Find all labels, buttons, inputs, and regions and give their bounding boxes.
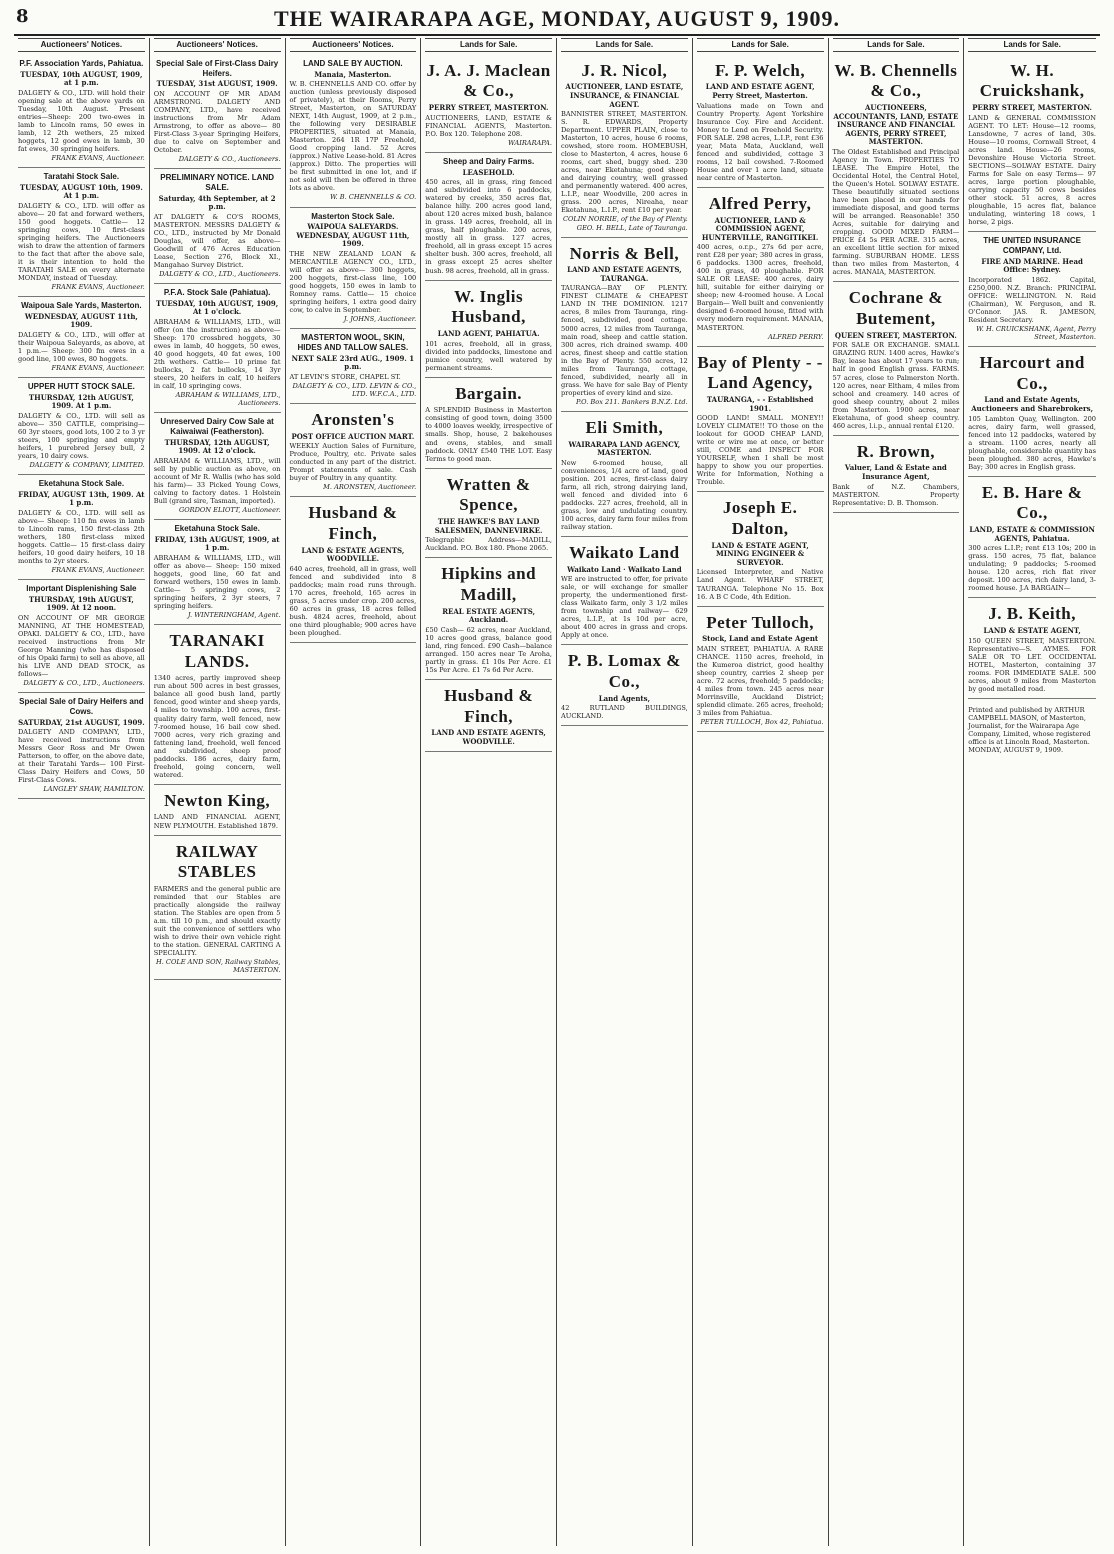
advertisement xyxy=(833,55,960,283)
ad-subheading: LAND AND ESTATE AGENT, Perry Street, Masterton. xyxy=(705,82,815,101)
advertisement xyxy=(18,55,145,168)
column-5 xyxy=(557,38,693,1546)
ad-body: Valuations made on Town and Country Property. Agent Yorkshire Insurance Coy. Fire and Accident. Money to Lend on Freehold Security. FOR SALE. 298 acres, L.I.P., rent £36 year, Mata Mata, Auckland, well fenced and subdivided, cottage 3 rooms, 12 bail cowshed. 7-Roomed House and over 1 acre land, situate near centre of Masterton. xyxy=(696,101,824,182)
ad-signature: H. COLE AND SON, Railway Stables, MASTERTON. xyxy=(155,958,281,975)
ad-subheading: FRIDAY, 13th AUGUST, 1909, at 1 p.m. xyxy=(154,534,280,553)
ad-body: WEEKLY Auction Sales of Furniture, Produce, Poultry, etc. Private sales conducted in any part of the district. Prompt statements of sale. Cash buyer of Poultry in any quantity. xyxy=(289,442,417,483)
ad-body: AUCTIONEERS, LAND, ESTATE & FINANCIAL AGENTS, Masterton. P.O. Box 120. Telephone 208. xyxy=(425,113,552,138)
advertisement xyxy=(697,492,824,606)
ad-signature: DALGETY & CO., LTD. LEVIN & CO., LTD. W.F.C.A., LTD. xyxy=(292,381,417,398)
advertisement xyxy=(833,282,960,435)
ad-heading: Eli Smith, xyxy=(585,417,664,437)
ad-signature: LANGLEY SHAW, HAMILTON. xyxy=(43,785,145,794)
ad-body: 640 acres, freehold, all in grass, well fenced and subdivided into 8 paddocks; main road runs through. 170 acres, freehold, 165 acres in grass, 5 acres under crop. 200 acres, 60 acres in grass, 18 acres felled bush. 4824 acres, freehold, about one third ploughable; 900 acres have been ploughed. xyxy=(289,564,417,638)
ad-subheading: WAIRARAPA LAND AGENCY, MASTERTON. xyxy=(568,439,681,458)
ad-subheading: Stock, Land and Estate Agent xyxy=(702,634,819,644)
advertisement xyxy=(18,378,145,475)
ad-subheading: LEASEHOLD. xyxy=(462,167,515,177)
column-header: Lands for Sale. xyxy=(833,38,960,52)
ad-heading: Joseph E. Dalton, xyxy=(722,498,798,539)
advertisement xyxy=(561,55,688,238)
column-header: Auctioneers' Notices. xyxy=(290,38,417,52)
advertisement xyxy=(18,580,145,693)
ad-body: 105 Lambton Quay, Wellington. 200 acres, dairy farm, well grassed, fenced into 12 paddocks, watered by a stream. 1100 acres, nearly all ploughable, considerable quantity has been ploughed. 380 acres, Hawke's Bay; 300 acres in English grass. xyxy=(968,414,1096,471)
ad-heading: J. A. J. Maclean & Co., xyxy=(426,60,551,101)
ad-body: ABRAHAM & WILLIAMS, LTD., will sell by public auction as above, on account of Mr R. Wallis (who has sold his farm)— 33 Picked Young Cows, calving to factory dates. 1 Holstein Bull (grand sire, Tasman, imported). xyxy=(153,456,281,505)
advertisement xyxy=(561,645,688,726)
advertisement xyxy=(154,55,281,169)
column-header: Lands for Sale. xyxy=(697,38,824,52)
advertisement xyxy=(968,232,1096,347)
ad-subheading: FIRE AND MARINE. Head Office: Sydney. xyxy=(981,256,1083,275)
ad-signature: ABRAHAM & WILLIAMS, LTD., Auctioneers. xyxy=(175,390,281,407)
ad-signature: P.O. Box 211. Bankers B.N.Z. Ltd. xyxy=(575,397,688,406)
ad-signature: PETER TULLOCH, Box 42, Pahiatua. xyxy=(700,718,824,727)
ad-subheading: LAND AND ESTATE AGENTS, WOODVILLE. xyxy=(431,728,546,746)
ad-body: THE NEW ZEALAND LOAN & MERCANTILE AGENCY CO., LTD., will offer as above— 300 hoggets, 200 hoggets, first-class line, 100 good hoggets, 150 ewes in lamb to Romney rams. Cattle— 15 choice springing heifers, 1 extra good dairy cow, to calve in September. xyxy=(289,249,417,315)
advertisement xyxy=(154,836,281,981)
advertisement xyxy=(968,347,1096,477)
advertisement xyxy=(154,284,281,413)
ad-heading: PRELIMINARY NOTICE. LAND SALE. xyxy=(160,173,275,192)
ad-body: DALGETY & CO., LTD. will hold their opening sale at the above yards on Tuesday, 10th August. Present entries—Sheep: 200 two-ewes in lamb to Lincoln rams, 50 ewes in lamb, 12 2th wethers, 25 mixed hoggets, 12 good ewes in lamb, 30 fat ewes, 30 springing heifers. xyxy=(18,88,145,153)
ad-subheading: AUCTIONEER, LAND & COMMISSION AGENT, HUNTERVILLE, RANGITIKEI. xyxy=(701,215,819,242)
advertisement xyxy=(425,281,552,378)
advertisement xyxy=(154,520,281,625)
ad-body: BANNISTER STREET, MASTERTON. S. R. EDWARDS, Property Department. UPPER PLAIN, close to Masterton, 10 acres, house 6 rooms, cowshed, store room. HOMEBUSH, close to Masterton, 4 acres, house 6 rooms, cart shed, buggy shed. 230 acres, near Eketahuna; good sheep and dairying country, well grassed and permanently watered. 400 acres, L.I.P., near Woodville, 200 acres in grass. 200 acres, Nireaha, near Eketahuna, L.I.P., rent £10 per year. xyxy=(561,110,688,215)
ad-heading: J. B. Keith, xyxy=(988,604,1076,624)
advertisement xyxy=(425,558,552,680)
column-1 xyxy=(14,38,150,1546)
ad-body: DALGETY & CO., LTD. will sell as above— Sheep: 110 fm ewes in lamb to Lincoln rams, 150 first-class 2th wethers, 180 first-class mixed hoggets. Cattle— 15 first-class dairy heifers, 10 good dairy heifers, 10 18 months to 2yr steers. xyxy=(18,508,145,565)
advertisement xyxy=(18,168,145,297)
ad-heading: E. B. Hare & Co., xyxy=(981,482,1083,523)
imprint: Printed and published by ARTHUR CAMPBELL MASON, of Masterton, Journalist, for the Wairarapa Age Company, Limited, whose registered office is at Lincoln Road, Masterton. MONDAY, AUGUST 9, 1909. xyxy=(968,705,1091,754)
ad-heading: W. Inglis Husband, xyxy=(451,286,526,327)
ad-heading: MASTERTON WOOL, SKIN, HIDES AND TALLOW SALES. xyxy=(297,333,409,352)
column-header: Auctioneers' Notices. xyxy=(154,38,281,52)
ad-signature: WAIRARAPA. xyxy=(508,138,552,147)
advertisement xyxy=(290,55,417,208)
ad-body: DALGETY & CO., LTD. will sell as above— 350 CATTLE, comprising— 60 3yr steers, good lots, 100 2 to 3 yr steers, 100 springing and empty heifers, 1 purebred Jersey bull, 2 years, 10 dairy cows. xyxy=(18,411,145,460)
ad-subheading: THE HAWKE'S BAY LAND SALESMEN, DANNEVIRKE. xyxy=(434,517,543,535)
ad-subheading: SATURDAY, 21st AUGUST, 1909. xyxy=(18,717,145,727)
ad-subheading: LAND & ESTATE AGENT, xyxy=(983,626,1081,636)
ad-subheading: PERRY STREET, MASTERTON. xyxy=(972,103,1092,113)
ad-subheading: THURSDAY, 12th AUGUST, 1909. At 1 p.m. xyxy=(28,392,134,411)
ad-heading: Special Sale of Dairy Heifers and Cows. xyxy=(19,697,144,716)
ad-subheading: TUESDAY, 31st AUGUST, 1909. xyxy=(156,79,278,89)
column-header: Lands for Sale. xyxy=(561,38,688,52)
ad-heading: Waipoua Sale Yards, Masterton. xyxy=(21,301,142,310)
ad-heading: RAILWAY STABLES xyxy=(175,841,259,882)
advertisement xyxy=(968,598,1096,698)
ad-body: A SPLENDID Business in Masterton consisting of good town, doing 3500 to 4000 loaves weekly, irrespective of smalls. Shop, house, 2 bakehouses and ovens, stables, and small paddock. ONLY £540 THE LOT. Easy Terms to good man. xyxy=(425,406,552,463)
ad-heading: Sheep and Dairy Farms. xyxy=(443,156,535,166)
ad-heading: Wratten & Spence, xyxy=(446,474,531,515)
ad-body: The Oldest Established and Principal Agency in Town. PROPERTIES TO LEASE. The Empire Hotel, the Occidental Hotel, the Central Hotel, the Queen's Hotel. SOLWAY ESTATE. These beautifully situated sections have been placed in our hands for immediate disposal, and good terms will be arranged. Reasonable! 350 Acres, suitable for dairying and cropping. GOOD MIXED FARM—PRICE £4 5s PER ACRE. 315 acres, an excellent little section for mixed farming. SUBURBAN HOME. LESS than two miles from Masterton, 4 acres. MANAIA, MASTERTON. xyxy=(832,147,960,277)
ad-body: New 6-roomed house, all conveniences, 1/4 acre of land, good position. 201 acres, first-class dairy farm, all rich, strong dairying land, well fenced and divided into 6 paddocks. 227 acres, freehold, all in grass, low and undulating country. 100 acres, dairy farm four miles from railway station. xyxy=(561,458,688,531)
ad-signature: DALGETY & COMPANY, LIMITED. xyxy=(29,460,145,469)
ad-heading: Husband & Finch, xyxy=(444,685,534,726)
ad-subheading: FRIDAY, AUGUST 13th, 1909. At 1 p.m. xyxy=(18,489,145,508)
advertisement xyxy=(697,188,824,347)
masthead-title: THE WAIRARAPA AGE, MONDAY, AUGUST 9, 1909. xyxy=(273,6,841,31)
ad-body: FOR SALE OR EXCHANGE. SMALL GRAZING RUN. 1400 acres, Hawke's Bay, lease has about 17 years to run; half in good English grass. FARMS. 57 acres, close to Palmerston North. 120 acres, near Eltham, 4 miles from school and creamery. 140 acres of good sheep country, about 2 miles from Masterton. 1900 acres, near Eketahuna, of good sheep country. 460 acres, l.i.p., annual rental £120. xyxy=(832,341,960,430)
column-header: Lands for Sale. xyxy=(425,38,552,52)
ad-signature: M. ARONSTEN, Auctioneer. xyxy=(323,483,417,492)
ad-heading: P.F.A. Stock Sale (Pahiatua). xyxy=(163,287,271,297)
ad-subheading: Land and Estate Agents, Auctioneers and Sharebrokers, xyxy=(971,395,1094,413)
ad-heading: Special Sale of First-Class Dairy Heifers. xyxy=(155,58,279,78)
advertisement xyxy=(18,297,145,378)
ad-signature: FRANK EVANS, Auctioneer. xyxy=(51,566,145,575)
advertisement xyxy=(425,378,552,469)
advertisement xyxy=(561,412,688,537)
ad-heading: W. B. Chennells & Co., xyxy=(834,60,958,101)
advertisement xyxy=(697,607,824,733)
ad-subheading: TUESDAY, AUGUST 10th, 1909. At 1 p.m. xyxy=(19,182,143,201)
ad-subheading: QUEEN STREET, MASTERTON. xyxy=(834,330,957,340)
ad-subheading: WEDNESDAY, AUGUST 11th, 1909. xyxy=(24,311,138,330)
ad-heading: Bay of Plenty - - Land Agency, xyxy=(697,352,823,393)
ad-heading: F. P. Welch, xyxy=(715,60,806,80)
ad-subheading: AUCTIONEER, LAND ESTATE, INSURANCE, & FINANCIAL AGENT. xyxy=(565,82,684,109)
column-2 xyxy=(150,38,286,1546)
ad-body: GOOD LAND! SMALL MONEY!! LOVELY CLIMATE!! TO those on the lookout for GOOD CHEAP LAND, write or wire me at once, or better still, COME and INSPECT FOR YOURSELF, when I shall be most happy to show you our properties. Write for Information, Nothing a Trouble. xyxy=(696,414,824,487)
advertisement xyxy=(290,208,417,330)
ad-heading: Waikato Land xyxy=(569,542,680,562)
ad-heading: P. B. Lomax & Co., xyxy=(567,651,681,692)
advertisement xyxy=(968,477,1096,599)
ad-heading: UPPER HUTT STOCK SALE. xyxy=(27,381,135,391)
advertisement xyxy=(425,55,552,153)
ad-heading: Taratahi Stock Sale. xyxy=(43,171,120,181)
ad-subheading: LAND & ESTATE AGENT, MINING ENGINEER & SURVEYOR. xyxy=(711,540,809,567)
ad-signature: J. JOHNS, Auctioneer. xyxy=(343,315,417,324)
ad-heading: Harcourt and Co., xyxy=(979,353,1085,393)
advertisement xyxy=(154,625,281,785)
ad-subheading: POST OFFICE AUCTION MART. xyxy=(291,431,415,441)
ad-heading: Masterton Stock Sale. xyxy=(311,211,395,221)
ad-signature: COLIN NORRIE, of the Bay of Plenty. GEO. H. BELL, Late of Tauranga. xyxy=(562,215,688,232)
ad-body: DALGETY AND COMPANY, LTD., have received instructions from Messrs Geor Ross and Mr Owen Patterson, to offer, on the above date, at their Taratahi Yards— 100 First-Class Dairy Heifers and Cows, 50 First-Class Cows. xyxy=(18,728,145,785)
ad-heading: THE UNITED INSURANCE COMPANY, Ltd. xyxy=(983,236,1082,255)
ad-body: 150 QUEEN STREET, MASTERTON. Representative—S. AYMES. FOR SALE OR TO LET. OCCIDENTAL HOTEL, Masterton, containing 37 rooms. FOR IMMEDIATE SALE. 500 acres, about 9 miles from Masterton by good metalled road. xyxy=(968,636,1096,693)
ad-body: 42 RUTLAND BUILDINGS, AUCKLAND. xyxy=(561,704,688,721)
ad-subheading: THURSDAY, 19th AUGUST, 1909. At 12 noon. xyxy=(28,594,134,613)
ad-subheading: TAURANGA, - - Established 1901. xyxy=(706,395,814,413)
column-4 xyxy=(421,38,557,1546)
ad-signature: GORDON ELIOTT, Auctioneer. xyxy=(178,505,281,514)
ad-subheading: Saturday, 4th September, at 2 p.m. xyxy=(158,193,276,212)
ad-heading: P.F. Association Yards, Pahiatua. xyxy=(19,58,144,68)
ad-subheading: Waikato Land · Waikato Land xyxy=(567,564,682,574)
ad-heading: Norris & Bell, xyxy=(569,243,680,263)
ad-heading: Aronsten's xyxy=(311,409,395,429)
advertisement xyxy=(425,680,552,753)
ad-subheading: LAND AGENT, PAHIATUA. xyxy=(437,329,540,338)
advertisement xyxy=(697,55,824,188)
advertisement xyxy=(290,329,417,404)
advertisement xyxy=(154,785,281,836)
ad-signature: W. H. CRUICKSHANK, Agent, Perry Street, Masterton. xyxy=(976,324,1096,341)
ad-signature: DALGETY & CO., LTD., Auctioneers. xyxy=(23,679,145,688)
ad-heading: Important Displenishing Sale xyxy=(26,584,137,594)
ad-heading: R. Brown, xyxy=(856,441,936,461)
ad-heading: Hipkins and Madill, xyxy=(441,564,537,604)
ad-heading: J. R. Nicol, xyxy=(581,60,668,80)
ad-body: MAIN STREET, PAHIATUA. A RARE CHANCE. 1150 acres, freehold, in the Kumeroa district, good healthy sheep country, carries 2 sheep per acre. 72 acres, freehold; 5 paddocks; 4 miles from town. 245 acres near Morrinsville, Auckland District; splendid climate. 265 acres, freehold; 3 miles from Pahiatua. xyxy=(696,644,824,718)
advertisement xyxy=(697,347,824,493)
ad-body: ABRAHAM & WILLIAMS, LTD., will offer as above— Sheep: 150 mixed hoggets, good line, 60 fat and forward wethers, 150 ewes in lamb. Cattle— 5 springing cows, 2 springing heifers, 2 3yr steers, 7 springing heifers. xyxy=(153,553,281,610)
ad-subheading: Valuer, Land & Estate and Insurance Agent, xyxy=(844,463,947,481)
ad-subheading: AUCTIONEERS, ACCOUNTANTS, LAND, ESTATE INSURANCE AND FINANCIAL AGENTS, PERRY STREET, MASTERTON. xyxy=(833,103,959,147)
ad-signature: FRANK EVANS, Auctioneer. xyxy=(51,153,145,162)
ad-signature: FRANK EVANS, Auctioneer. xyxy=(51,363,145,372)
column-6 xyxy=(693,38,829,1546)
advertisement xyxy=(833,436,960,513)
ad-body: WE are instructed to offer, for private sale, or will exchange for smaller property, the undermentioned first-class Waikato farm, only 3 1/2 miles from township and railway— 629 acres, L.I.P., at 1s 10d per acre, about 400 acres in grass and crops. Apply at once. xyxy=(561,575,688,640)
ad-heading: Peter Tulloch, xyxy=(706,612,814,632)
advertisement xyxy=(290,404,417,497)
advertisement xyxy=(561,238,688,412)
column-7 xyxy=(829,38,965,1546)
ad-subheading: Manaia, Masterton. xyxy=(314,69,392,79)
ad-subheading: PERRY STREET, MASTERTON. xyxy=(428,103,549,113)
ad-subheading: THURSDAY, 12th AUGUST, 1909. At 12 o'clock. xyxy=(164,437,270,456)
ad-heading: Newton King, xyxy=(164,790,271,810)
ad-heading: Unreserved Dairy Cow Sale at Kaiwaiwai (Featherston). xyxy=(160,417,274,436)
ad-heading: Bargain. xyxy=(455,383,523,403)
ad-signature: DALGETY & CO., Auctioneers. xyxy=(178,155,281,164)
ad-subheading: TUESDAY, 10th AUGUST, 1909, At 1 o'clock. xyxy=(156,298,279,317)
masthead xyxy=(14,6,1100,36)
ad-subheading: TUESDAY, 10th AUGUST, 1909, at 1 p.m. xyxy=(20,69,143,88)
ad-signature: DALGETY & CO., LTD., Auctioneers. xyxy=(159,269,281,278)
ad-subheading: REAL ESTATE AGENTS, Auckland. xyxy=(442,606,536,625)
ad-body: Telegraphic Address—MADILL, Auckland. P.O. Box 180. Phone 2065. xyxy=(425,536,552,553)
advertisement xyxy=(18,693,145,799)
ad-body: AT LEVIN'S STORE, CHAPEL ST. xyxy=(289,372,401,381)
ad-signature: J. WINTERINGHAM, Agent. xyxy=(187,610,281,619)
column-8 xyxy=(964,38,1100,1546)
advertisement xyxy=(154,169,281,284)
ad-body: 400 acres, o.r.p., 27s 6d per acre, rent £28 per year; 380 acres in grass, 6 paddocks. 1300 acres, freehold, 400 in grass, 40 ploughable. FOR SALE OR LEASE: 400 acres, dairy hill, suitable for either dairying or sheep; new 4-roomed house. A Local Bargain— Well built and conveniently designed 6-roomed house, fitted with every modern requirement. MANAIA, MASTERTON. xyxy=(696,243,824,332)
ad-body: AT DALGETY & CO'S ROOMS, MASTERTON. MESSRS DALGETY & CO., LTD., instructed by Mr Donald Douglas, will offer, as above— Goodwill of 476 Acres Education Lease, Section 276, Block XI., Mangahao Survey District. xyxy=(153,212,281,269)
column-header: Lands for Sale. xyxy=(968,38,1096,52)
column-3 xyxy=(286,38,422,1546)
ad-body: TAURANGA—BAY OF PLENTY. FINEST CLIMATE & CHEAPEST LAND IN THE DOMINION. 1217 acres, 8 miles from Tauranga, ring-fenced, subdivided, good cottage. 5000 acres, 12 miles from Tauranga, main road, sheep and cattle station. 300 acres, rich drained swamp. 400 acres, finest sheep and cattle station in the Bay of Plenty. 550 acres, 12 miles from Tauranga, cottage, fenced, subdivided, nearly all in grass. We have for sale Bay of Plenty properties of every kind and size. xyxy=(561,284,688,397)
ad-body: 101 acres, freehold, all in grass, divided into paddocks, limestone and pumice country, well watered by permanent streams. xyxy=(425,339,552,372)
ad-subheading: LAND & ESTATE AGENTS, WOODVILLE. xyxy=(301,545,405,564)
ad-subheading: LAND AND ESTATE AGENTS, TAURANGA. xyxy=(567,265,682,283)
ad-body: DALGETY & CO., LTD. will offer as above— 20 fat and forward wethers, 150 good hoggets. Cattle— 12 springing cows, 10 first-class springing heifers. The Auctioneers wish to draw the attention of farmers to the fact that after the above sale, it is their intention to hold the TARATAHI SALE on every alternate MONDAY, instead of Tuesday. xyxy=(18,201,145,282)
ad-body: LAND & GENERAL COMMISSION AGENT. TO LET: House—12 rooms, Lansdowne, 7 acres of land, 30s. House—10 rooms, Cornwall Street, 4 acres land. House—26 rooms, Devonshire House Victoria Street. SECTIONS—SOLWAY ESTATE. Dairy Farms for Sale on easy Terms— 97 acres, large portion ploughable, carrying capacity 50 cows besides other stock. 51 acres, 8 acres ploughable, 15 acres flat, balance undulating, wintering 18 cows, 1 horse, 2 pigs. xyxy=(968,113,1096,227)
advertisement xyxy=(425,153,552,281)
ad-signature: W. B. CHENNELLS & CO. xyxy=(329,193,417,202)
ad-heading: Alfred Perry, xyxy=(708,193,812,213)
column-header: Auctioneers' Notices. xyxy=(18,38,145,52)
page-number: 8 xyxy=(16,6,29,27)
ad-heading: TARANAKI LANDS. xyxy=(169,630,265,671)
ad-heading: LAND SALE BY AUCTION. xyxy=(303,58,403,68)
ad-subheading: WAIPOUA SALEYARDS. WEDNESDAY, AUGUST 11th, 1909. xyxy=(296,222,410,249)
ad-body: FARMERS and the general public are reminded that our Stables are practically alongside the railway station. The Stables are open from 5 a.m. till 10 p.m., and should exactly suit the convenience of settlers who wish to drive their own vehicle right to the station. GENERAL CARTING A SPECIALITY. xyxy=(153,885,281,958)
ad-body: Licensed Interpreter, and Native Land Agent. WHARF STREET, TAURANGA. Telephone No 15. Box 16. A B C Code, 4th Edition. xyxy=(696,568,824,601)
ad-heading: Eketahuna Stock Sale. xyxy=(38,479,125,488)
ad-subheading: NEXT SALE 23rd AUG., 1909. 1 p.m. xyxy=(291,353,415,372)
ad-body: 300 acres L.I.P.; rent £13 10s; 200 in grass. 150 acres, 75 flat, balance undulating; 9 paddocks; 5-roomed house. 120 acres, rich flat river deposit. 100 acres, rich dairy land, 3-roomed house. J.A BARGAIN— xyxy=(968,544,1096,593)
ad-body: Incorporated 1862. Capital, £250,000. N.Z. Branch: PRINCIPAL OFFICE: WELLINGTON. N. Reid (Chairman), W. Ferguson, and R. O'Connor. JAS. R. JAMESON, Resident Secretary. xyxy=(968,275,1096,324)
advertisement xyxy=(290,497,417,643)
ad-heading: W. H. Cruickshank, xyxy=(979,60,1085,101)
advertisement xyxy=(18,475,145,580)
ad-heading: Eketahuna Stock Sale. xyxy=(174,523,260,533)
ad-signature: ALFRED PERRY. xyxy=(768,332,824,341)
ad-body: Bank of N.Z. Chambers, MASTERTON. Property Representative: D. B. Thomson. xyxy=(832,482,960,507)
ad-body: LAND AND FINANCIAL AGENT, NEW PLYMOUTH. Established 1879. xyxy=(153,813,281,830)
column-grid xyxy=(14,38,1100,1546)
advertisement xyxy=(154,413,281,520)
ad-body: DALGETY & CO., LTD., will offer at their Waipoua Saleyards, as above, at 1 p.m.— Sheep: 300 fm ewes in a good line, 100 ewes, 80 hoggets. xyxy=(18,330,145,363)
ad-body: ABRAHAM & WILLIAMS, LTD., will offer (on the instruction) as above— Sheep: 170 crossbred hoggets, 30 ewes in lamb, 40 hoggets, 50 ewes, 40 good hoggets, 40 fat ewes, 100 2th wethers. Cattle— 10 prime fat bullocks, 2 fat bullocks, 14 3yr steers, 20 heifers in calf, 10 heifers in calf, 10 springing cows. xyxy=(153,317,281,390)
ad-heading: Cochrane & Butement, xyxy=(848,288,943,329)
ad-body: ON ACCOUNT OF MR GEORGE MANNING, AT THE HOMESTEAD, OPAKI. DALGETY & CO., LTD., have received instructions from Mr George Manning (who has disposed of his Opaki farm) to sell as above, all his LIVE AND DEAD STOCK, as follows— xyxy=(18,613,145,679)
ad-subheading: LAND, ESTATE & COMMISSION AGENTS, Pahiatua. xyxy=(969,525,1095,543)
ad-body: 450 acres, all in grass, ring fenced and subdivided into 6 paddocks, watered by creeks, 350 acres flat, balance hilly. 200 acres good land, about 120 acres mixed bush, balance in grass. 149 acres, freehold, all in grass, half ploughable. 200 acres, mostly all in grass. 127 acres, freehold, all in grass except 15 acres shelter bush. 300 acres, freehold, all in grass except 25 acres shelter bush. 98 acres, freehold, all in grass. xyxy=(425,178,552,275)
advertisement xyxy=(425,469,552,559)
ad-body: W. B. CHENNELLS AND CO. offer by auction (unless previously disposed of privately), at their Rooms, Perry Street, Masterton, on SATURDAY NEXT, 14th August, 1909, at 2 p.m., the following very DESIRABLE PROPERTIES, situated at Manaia, Masterton. 264 1R 17P Freehold, Good cropping land. 52 Acres (approx.) Native Lease-hold. 81 Acres (approx.) Ditto. The properties will be first submitted in one lot, and if not sold will then be offered in three lots as above. xyxy=(289,80,417,193)
ad-heading: Husband & Finch, xyxy=(308,503,398,543)
ad-signature: FRANK EVANS, Auctioneer. xyxy=(51,282,145,291)
ad-body: ON ACCOUNT OF MR ADAM ARMSTRONG. DALGETY AND COMPANY, LTD., have received instructions from Mr Adam Armstrong, to offer as above— 80 First-Class 3-year Springing Heifers, due to calve on September and October. xyxy=(153,89,281,154)
advertisement xyxy=(968,55,1096,232)
ad-body: £50 Cash— 62 acres, near Auckland, 10 acres good grass, balance good land, ring fenced. £90 Cash—balance arranged. 150 acres near Te Aroha, partly in grass. £1 10s Per Acre. £1 15s Per Acre. £1 7s 6d Per Acre. xyxy=(425,625,552,674)
ad-body: 1340 acres, partly improved sheep run about 500 acres in best grasses, balance all good bush land, partly fenced, good winter and sheep yards, 4 miles to township. 100 acres, first-quality dairy farm, well fenced, new 7-roomed house, 16 bail cow shed. 7000 acres, very rich grazing and fattening land, freehold, well fenced and subdivided, sheep proof paddocks. 186 acres, dairy farm, freehold, going concern, well watered. xyxy=(153,674,281,779)
ad-subheading: Land Agents, xyxy=(598,693,651,703)
advertisement xyxy=(561,537,688,646)
